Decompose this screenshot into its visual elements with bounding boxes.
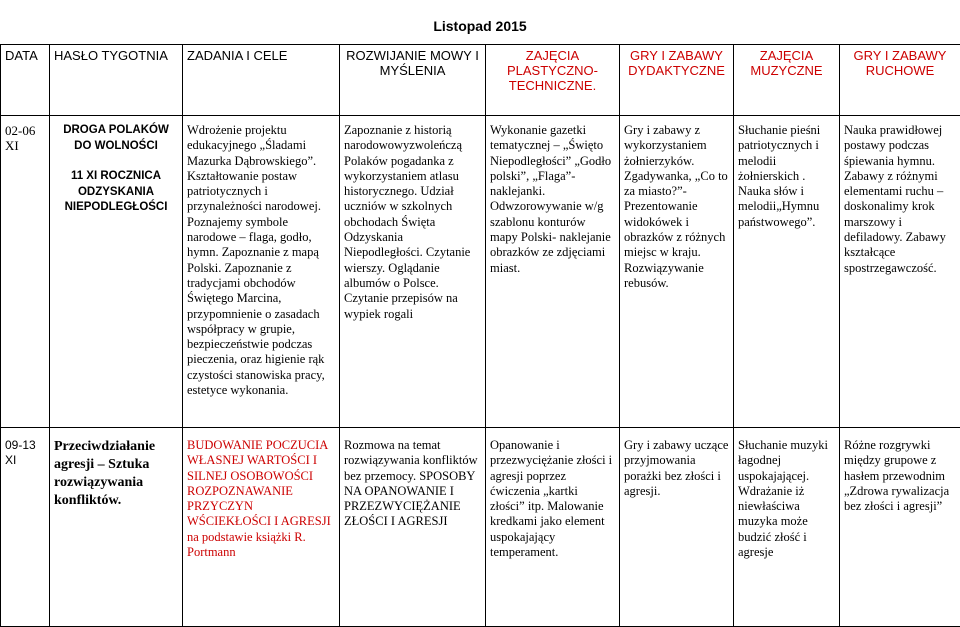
header-speech: ROZWIJANIE MOWY I MYŚLENIA — [340, 45, 486, 116]
topic-main: DROGA POLAKÓW DO WOLNOŚCI — [54, 123, 178, 154]
row-music: Słuchanie muzyki łagodnej uspokajającej. Wdrażanie iż niewłaściwa muzyka może budzić złość i agresje — [734, 428, 840, 627]
row-topic: Przeciwdziałanie agresji – Sztuka rozwiązywania konfliktów. — [50, 428, 183, 627]
row-tasks: Wdrożenie projektu edukacyjnego „Śladami Mazurka Dąbrowskiego”. Kształtowanie postaw patriotycznych i przynależności narodowej. Poznajemy symbole narodowe – flaga, godło, hymn. Zapoznanie z mapą Polski. Zapoznanie z tradycjami obchodów Świętego Marcina, przypomnienie o zasadach współpracy w grupie, bezpieczeństwie podczas pieczenia, oraz higienie rąk czystości stanowiska pracy, estetyce wykonania. — [183, 116, 340, 428]
row-movement: Różne rozgrywki między grupowe z hasłem przewodnim „Zdrowa rywalizacja bez złości i agresji” — [840, 428, 960, 627]
lesson-plan-table — [0, 44, 960, 627]
page-title: Listopad 2015 — [0, 18, 960, 34]
row-didactic: Gry i zabawy z wykorzystaniem żołnierzyków. Zgadywanka, „Co to za miasto?”- Prezentowanie widokówek i obrazków z różnych miejsc w kraju. Rozwiązywanie rebusów. — [620, 116, 734, 428]
topic-sub: 11 XI ROCZNICA ODZYSKANIA NIEPODLEGŁOŚCI — [54, 169, 178, 216]
row-movement: Nauka prawidłowej postawy podczas śpiewania hymnu. Zabawy z różnymi elementami ruchu – doskonalimy krok marszowy i defiladowy. Zabawy kształcące spostrzegawczość. — [840, 116, 960, 428]
header-tasks: ZADANIA I CELE — [183, 45, 340, 116]
header-week-motto: HASŁO TYGOTNIA — [50, 45, 183, 116]
row-didactic: Gry i zabawy uczące przyjmowania porażki bez złości i agresji. — [620, 428, 734, 627]
row-date: 09-13 XI — [1, 428, 50, 627]
row-date: 02-06 XI — [1, 116, 50, 428]
row-art: Wykonanie gazetki tematycznej – „Święto Niepodległości” „Godło polski”, „Flaga”- naklejanki. Odwzorowywanie w/g szablonu konturów mapy Polski- naklejanie obrazków ze zdjęciami miast. — [486, 116, 620, 428]
row-art: Opanowanie i przezwyciężanie złości i agresji poprzez ćwiczenia „kartki złości” itp. Malowanie kredkami jako element uspokajający temperament. — [486, 428, 620, 627]
table-row — [1, 116, 960, 428]
row-topic — [50, 116, 183, 428]
header-date: DATA — [1, 45, 50, 116]
row-music: Słuchanie pieśni patriotycznych i melodii żołnierskich . Nauka słów i melodii„Hymnu państwowego”. — [734, 116, 840, 428]
table-row — [1, 428, 960, 627]
header-didactic: GRY I ZABAWY DYDAKTYCZNE — [620, 45, 734, 116]
row-tasks: BUDOWANIE POCZUCIA WŁASNEJ WARTOŚCI I SILNEJ OSOBOWOŚCI ROZPOZNAWANIE PRZYCZYN WŚCIEKŁOŚCI I AGRESJI na podstawie książki R. Portmann — [183, 428, 340, 627]
row-speech: Zapoznanie z historią narodowowyzwoleńczą Polaków pogadanka z wykorzystaniem atlasu historycznego. Udział uczniów w szkolnych obchodach Święta Odzyskania Niepodległości. Czytanie wierszy. Oglądanie albumów o Polsce. Czytanie przepisów na wypiek rogali — [340, 116, 486, 428]
header-movement: GRY I ZABAWY RUCHOWE — [840, 45, 960, 116]
header-music: ZAJĘCIA MUZYCZNE — [734, 45, 840, 116]
header-art: ZAJĘCIA PLASTYCZNO-TECHNICZNE. — [486, 45, 620, 116]
header-row — [1, 45, 960, 116]
row-speech: Rozmowa na temat rozwiązywania konfliktów bez przemocy. SPOSOBY NA OPANOWANIE I PRZEZWYCIĘŻANIE ZŁOŚCI I AGRESJI — [340, 428, 486, 627]
